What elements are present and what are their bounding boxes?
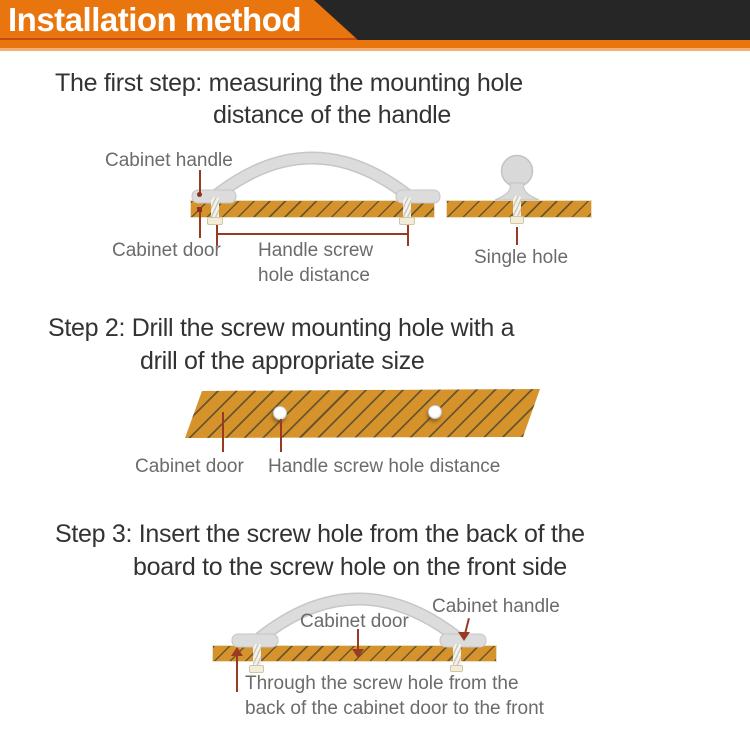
- screw-nut-icon: [207, 217, 223, 225]
- label-single-hole: Single hole: [474, 247, 569, 268]
- step2-cabinet-door-board: [183, 388, 541, 439]
- up-arrow-icon: [231, 647, 243, 656]
- label-screw-distance-1: Handle screw: [258, 240, 374, 261]
- label-screw-distance-2: hole distance: [258, 265, 370, 286]
- leader-line: [199, 170, 201, 193]
- banner-bottom-edge: [0, 48, 750, 51]
- leader-line: [222, 412, 224, 452]
- label-through-line2: back of the cabinet door to the front: [245, 698, 544, 719]
- leader-dot: [197, 192, 202, 197]
- label-cabinet-door: Cabinet door: [300, 611, 409, 632]
- cabinet-knob-icon: [480, 150, 555, 202]
- leader-line: [280, 419, 282, 452]
- label-cabinet-handle: Cabinet handle: [432, 596, 560, 617]
- drilled-hole-icon: [428, 405, 442, 419]
- banner: [0, 0, 750, 51]
- screw-nut-icon: [450, 665, 463, 672]
- label-cabinet-door: Cabinet door: [135, 456, 244, 477]
- down-arrow-icon: [458, 632, 470, 641]
- page-title: Installation method: [8, 1, 302, 38]
- leader-line: [236, 654, 238, 692]
- step3-title-line2: board to the screw hole on the front side: [133, 553, 567, 581]
- screw-nut-icon: [510, 216, 524, 224]
- screw-nut-icon: [399, 217, 415, 225]
- step2-title-line1: Step 2: Drill the screw mounting hole with a: [48, 314, 515, 342]
- down-arrow-icon: [352, 649, 364, 658]
- leader-line: [199, 212, 201, 238]
- step3-title-line1: Step 3: Insert the screw hole from the back of the: [55, 520, 585, 548]
- step2-title-line2: drill of the appropriate size: [140, 347, 425, 375]
- screw-nut-icon: [249, 665, 264, 673]
- drilled-hole-icon: [273, 406, 287, 420]
- dimension-line: [216, 233, 409, 235]
- step1-title-line2: distance of the handle: [213, 101, 452, 129]
- banner-dark-shape: [314, 0, 750, 40]
- label-cabinet-handle: Cabinet handle: [105, 150, 233, 171]
- label-cabinet-door: Cabinet door: [112, 240, 221, 261]
- leader-line: [516, 227, 518, 245]
- label-screw-hole-distance: Handle screw hole distance: [268, 456, 501, 477]
- step1-title-line1: The first step: measuring the mounting hole: [55, 69, 523, 97]
- label-through-line1: Through the screw hole from the: [245, 673, 519, 694]
